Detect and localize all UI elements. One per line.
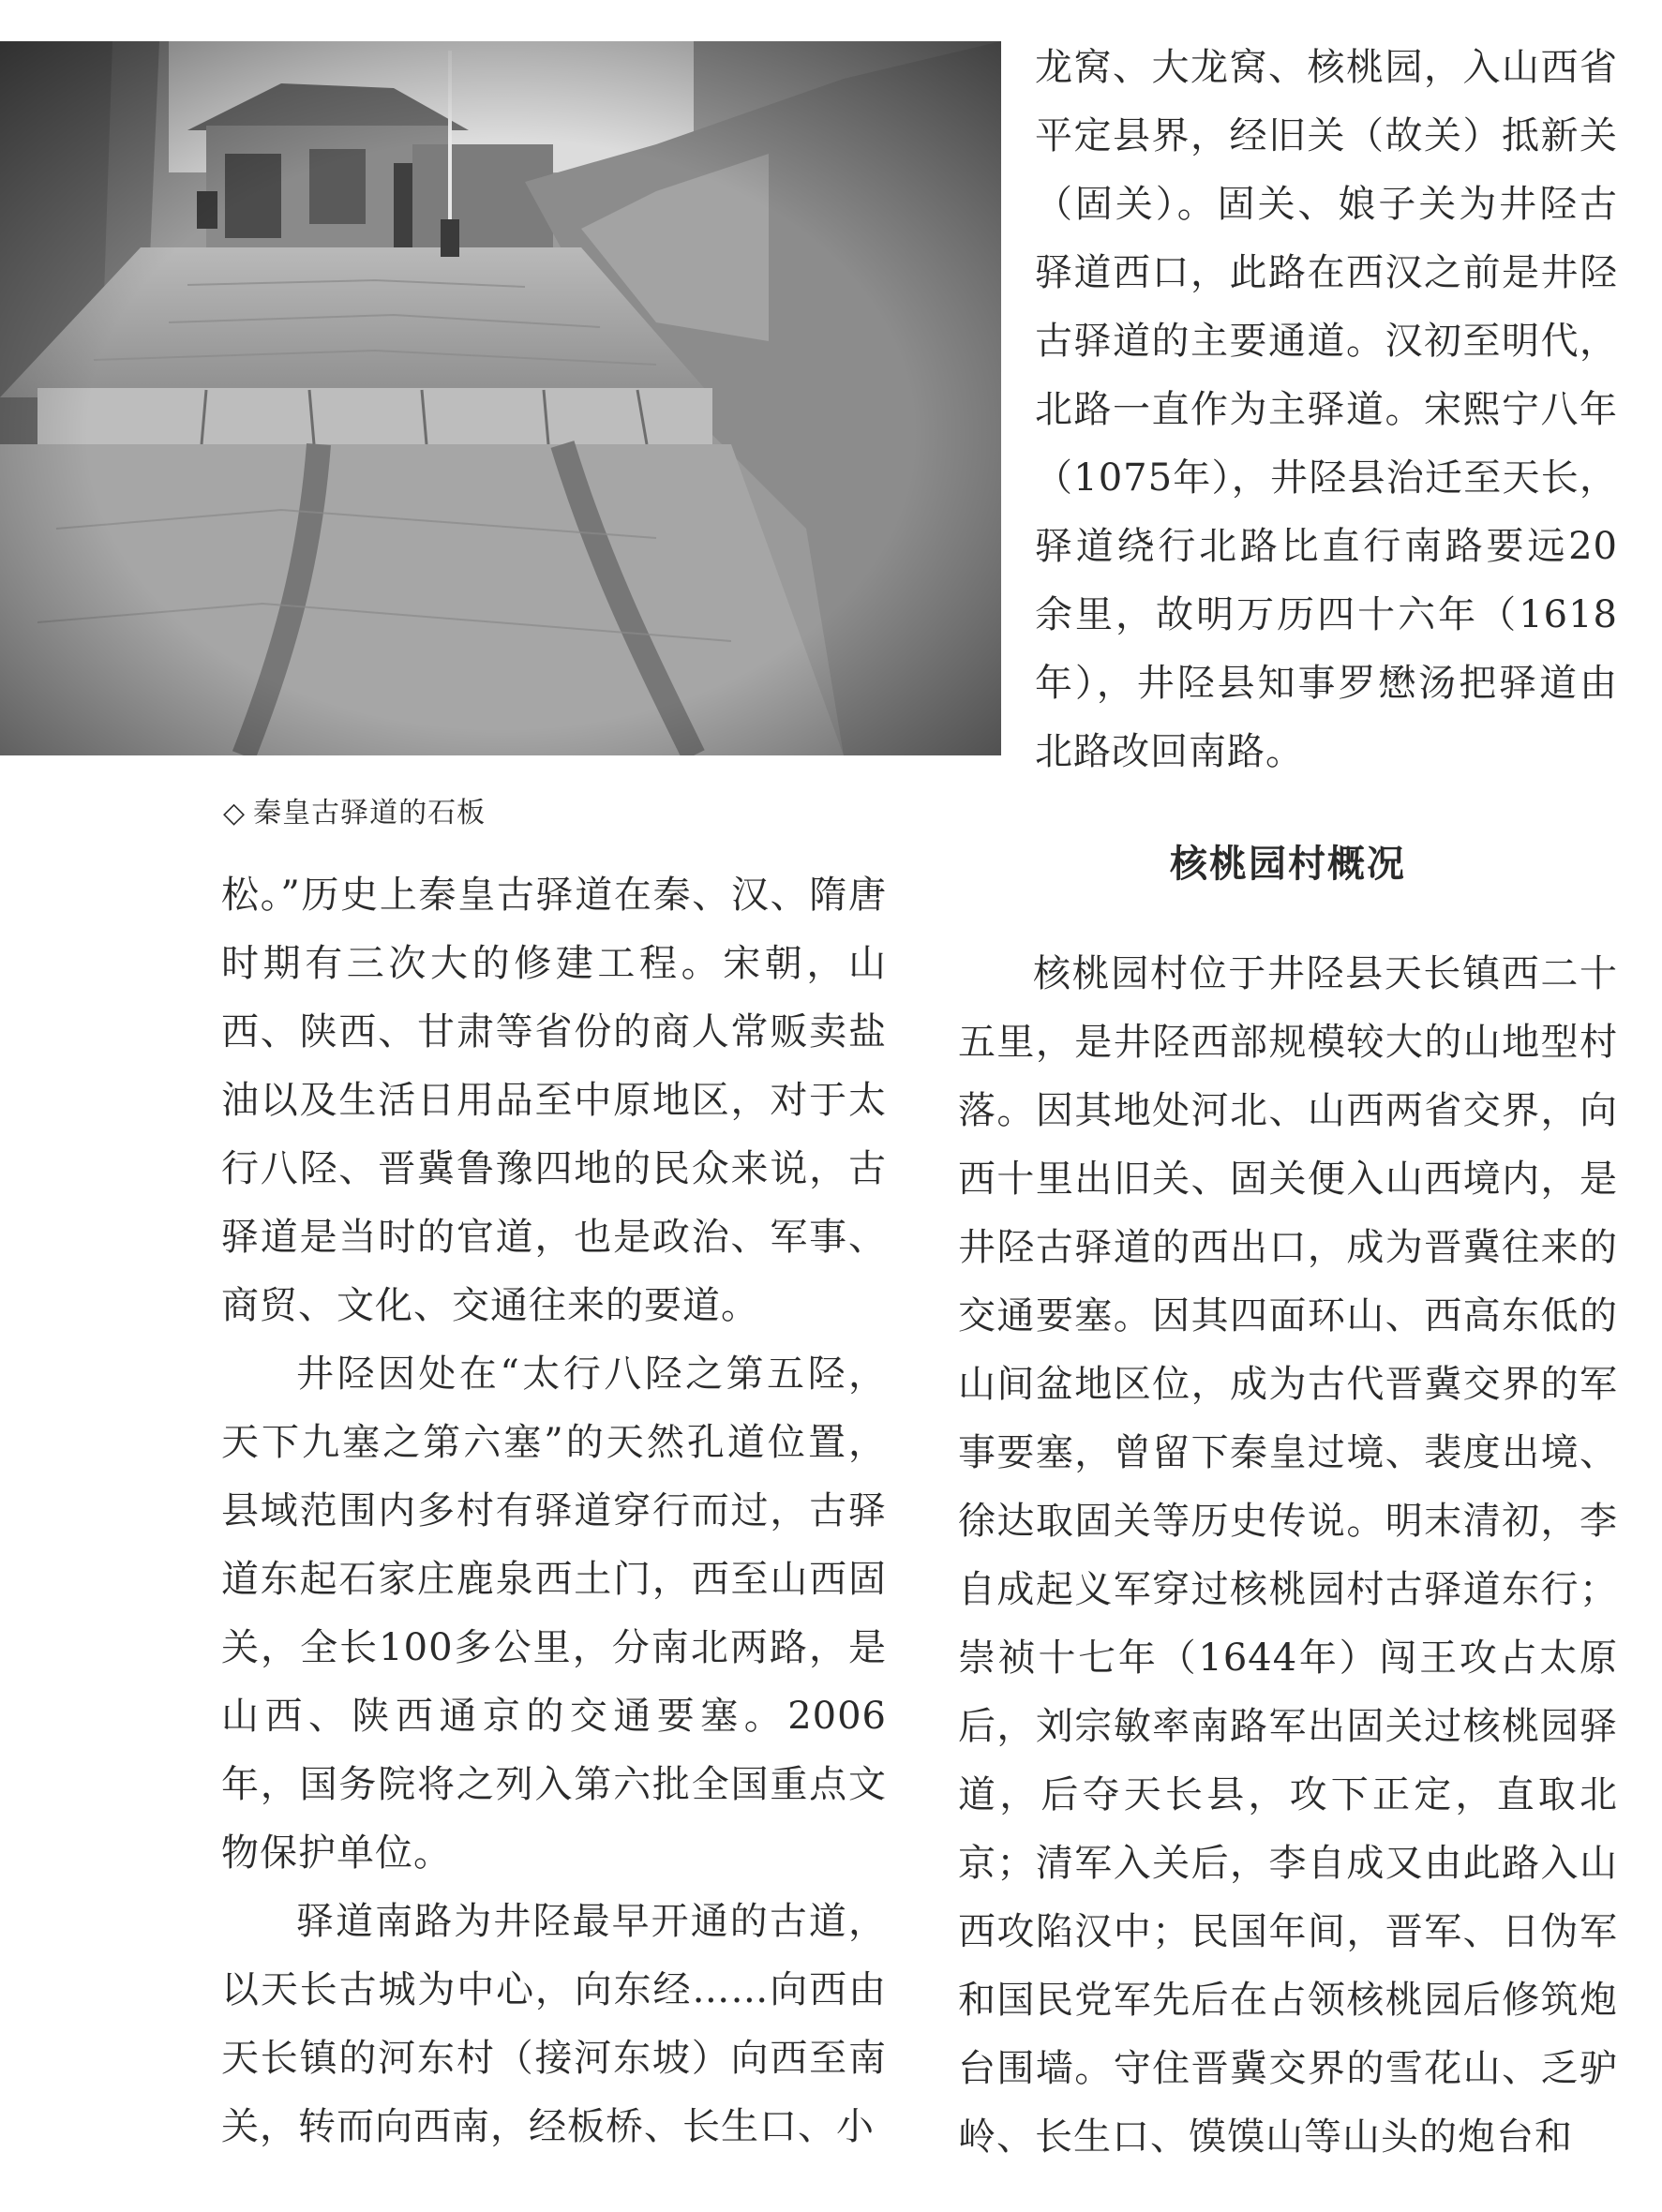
stone-road-photo-graphic [0,41,1001,755]
paragraph: 龙窝、大龙窝、核桃园，入山西省平定县界，经旧关（故关）抵新关（固关）。固关、娘子关为井陉古驿道西口，此路在西汉之前是井陉古驿道的主要通道。汉初至明代，北路一直作为主驿道。宋熙宁八年（1075年），井陉县治迁至天长，驿道绕行北路比直行南路要远20余里，故明万历四十六年（1618年），井陉县知事罗懋汤把驿道由北路改回南路。 [1035,46,1618,773]
right-column-bottom-text [958,940,1618,2172]
figure-caption [223,789,486,830]
paragraph: 松。”历史上秦皇古驿道在秦、汉、隋唐时期有三次大的修建工程。宋朝，山西、陕西、甘肃等省份的商人常贩卖盐油以及生活日用品至中原地区，对于太行八陉、晋冀鲁豫四地的民众来说，古驿道是当时的官道，也是政治、军事、商贸、文化、交通往来的要道。 [221,874,887,1327]
section-heading: 核桃园村概况 [1170,843,1406,886]
paragraph: 驿道南路为井陉最早开通的古道，以天长古城为中心，向东经……向西由天长镇的河东村（接河东坡）向西至南关，转而向西南，经板桥、长生口、小 [221,1900,887,2148]
right-column-top-text [1035,34,1618,786]
diamond-icon: ◇ [223,797,247,830]
left-column-text [221,861,887,2161]
caption-text: 秦皇古驿道的石板 [253,797,487,830]
paragraph: 核桃园村位于井陉县天长镇西二十五里，是井陉西部规模较大的山地型村落。因其地处河北、山西两省交界，向西十里出旧关、固关便入山西境内，是井陉古驿道的西出口，成为晋冀往来的交通要塞。因其四面环山、西高东低的山间盆地区位，成为古代晋冀交界的军事要塞，曾留下秦皇过境、裴度出境、徐达取固关等历史传说。明末清初，李自成起义军穿过核桃园村古驿道东行；崇祯十七年（1644年）闯王攻占太原后，刘宗敏率南路军出固关过核桃园驿道，后夺天长县，攻下正定，直取北京；清军入关后，李自成又由此路入山西攻陷汉中；民国年间，晋军、日伪军和国民党军先后在占领核桃园后修筑炮台围墙。守住晋冀交界的雪花山、乏驴岭、长生口、馍馍山等山头的炮台和 [958,952,1618,2159]
stone-road-photo [0,41,1001,755]
paragraph: 井陉因处在“太行八陉之第五陉，天下九塞之第六塞”的天然孔道位置，县域范围内多村有驿道穿行而过，古驿道东起石家庄鹿泉西土门，西至山西固关，全长100多公里，分南北两路，是山西、陕西通京的交通要塞。2006年，国务院将之列入第六批全国重点文物保护单位。 [221,1353,887,1875]
